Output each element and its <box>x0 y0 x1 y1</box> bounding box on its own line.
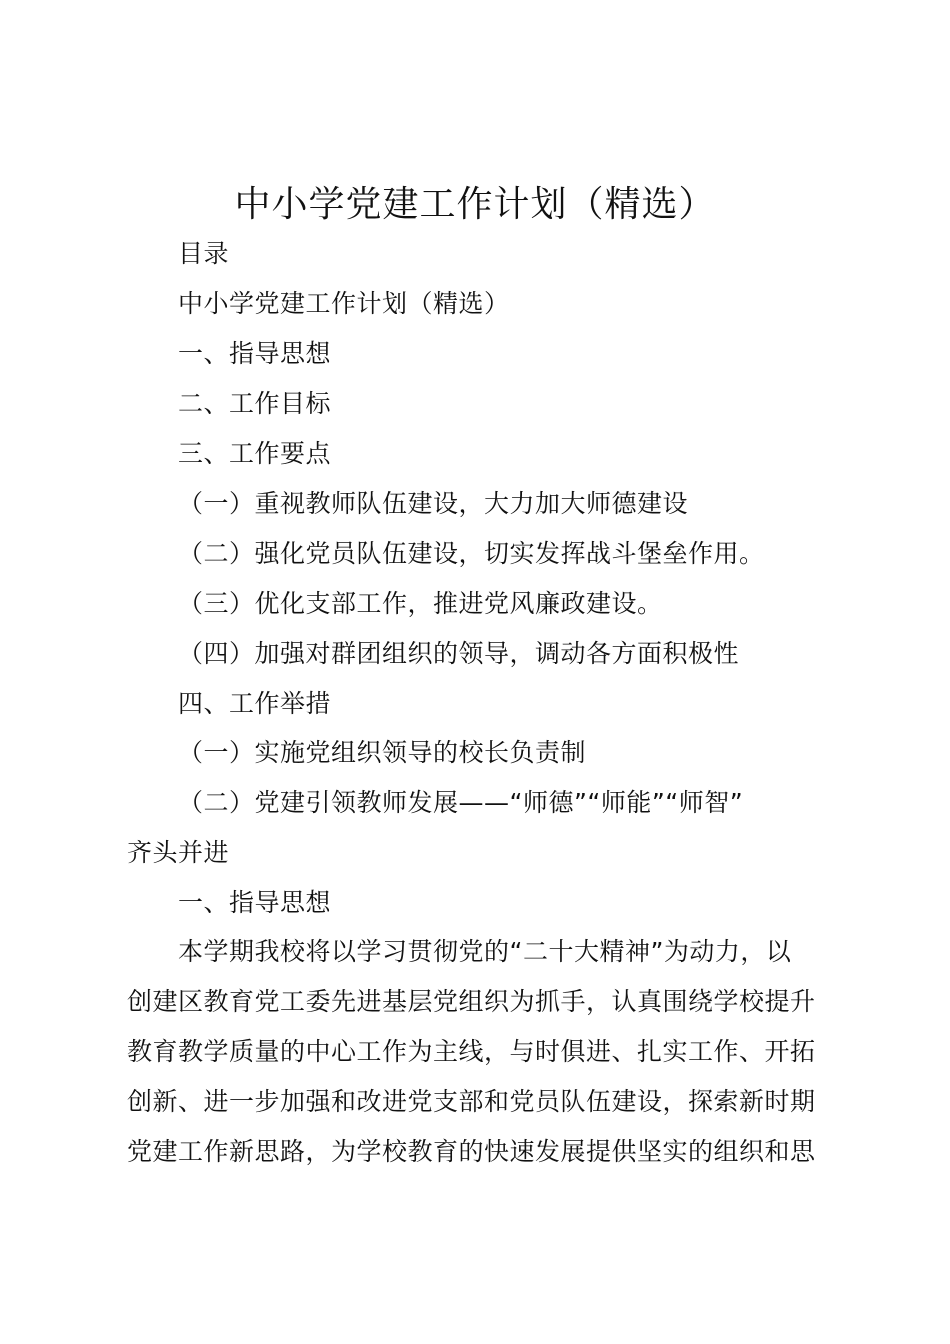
toc-item: 四、工作举措 <box>178 689 332 718</box>
toc-heading: 目录 <box>178 239 230 268</box>
body-line: 创建区教育党工委先进基层党组织为抓手，认真围绕学校提升 <box>127 987 816 1016</box>
toc-item: （一）实施党组织领导的校长负责制 <box>178 738 587 767</box>
toc-item: （二）党建引领教师发展——“师德”“师能”“师智” <box>178 788 744 817</box>
document-title: 中小学党建工作计划（精选） <box>234 184 716 225</box>
toc-item-continuation: 齐头并进 <box>127 838 230 867</box>
toc-item: （二）强化党员队伍建设，切实发挥战斗堡垒作用。 <box>178 539 765 568</box>
body-line: 创新、进一步加强和改进党支部和党员队伍建设，探索新时期 <box>127 1087 816 1116</box>
toc-item: 三、工作要点 <box>178 439 332 468</box>
body-line: 党建工作新思路，为学校教育的快速发展提供坚实的组织和思 <box>127 1137 816 1166</box>
body-line: 本学期我校将以学习贯彻党的“二十大精神”为动力，以 <box>178 937 792 966</box>
toc-item: （四）加强对群团组织的领导，调动各方面积极性 <box>178 639 740 668</box>
body-line: 教育教学质量的中心工作为主线，与时俱进、扎实工作、开拓 <box>127 1037 816 1066</box>
toc-item: 一、指导思想 <box>178 339 332 368</box>
section-heading: 一、指导思想 <box>178 888 332 917</box>
toc-item: 中小学党建工作计划（精选） <box>178 289 510 318</box>
toc-item: 二、工作目标 <box>178 389 332 418</box>
toc-item: （一）重视教师队伍建设，大力加大师德建设 <box>178 489 689 518</box>
toc-item: （三）优化支部工作，推进党风廉政建设。 <box>178 589 663 618</box>
